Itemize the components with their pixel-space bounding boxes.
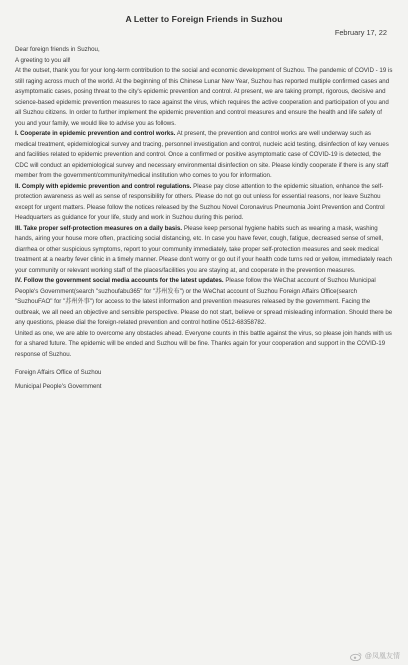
section-2: [15, 182, 393, 224]
section-4-heading: IV. Follow the government social media accounts for the latest updates.: [15, 277, 224, 284]
signature: [15, 366, 393, 394]
section-1-text: At present, the prevention and control works are well underway such as medical treatment, epidemiological survey and tracing, personnel investigation and control, nucleic acid testing, disinfection of key venues and facilities related to epidemic prevention and control. Once a confirmed or positive asymptomatic case of COVID-19 is detected, the CDC will conduct an epidemiological survey and necessary environmental disinfection on site. Please kindly cooperate if there is any staff member from the government/community/medical institution who comes to you for information.: [15, 130, 389, 179]
section-4-text: Please follow the WeChat account of Suzhou Municipal People's Government(search "suzhoufabu365" for "苏州发布") or the WeChat account of Suzhou Foreign Affairs Office(search "SuzhouFAO" for "苏州外事") for access to the latest information and prevention measures released by the government. Facing the outbreak, we all need an objective and sensible perspective. Please do not start, believe or spread misleading information. Should there be any questions, please dial the foreign-related prevention and control hotline 0512-68358782.: [15, 277, 393, 326]
letter-body: [15, 45, 393, 360]
section-1-heading: I. Cooperate in epidemic prevention and control works.: [15, 130, 176, 137]
section-2-text: Please pay close attention to the epidemic situation, enhance the self-protection awareness as well as sense of responsibility for others. Please do not go out unless for essential reasons, nor leave Suzhou except for urgent matters. Please follow the notices released by the Suzhou Novel Coronavirus Pneumonia Joint Prevention and Control Headquarters as guidance for your life, study and work in Suzhou during this period.: [15, 182, 385, 221]
letter-title: A Letter to Foreign Friends in Suzhou: [125, 14, 283, 24]
salutation: Dear foreign friends in Suzhou,: [15, 46, 100, 53]
section-2-heading: II. Comply with epidemic prevention and control regulations.: [15, 182, 192, 190]
section-4: [15, 276, 393, 329]
weibo-watermark: [350, 651, 400, 661]
signature-line-2: Municipal People's Government: [15, 383, 102, 390]
greeting: A greeting to you all!: [15, 56, 71, 64]
closing-paragraph: United as one, we are able to overcome any obstacles ahead. Everyone counts in this battle against the virus, so please join hands with us for a shared future. The epidemic will be ended and Suzhou will be fine. Thanks again for your cooperation and support in the COVID-19 response of Suzhou.: [15, 329, 392, 358]
signature-line-1: Foreign Affairs Office of Suzhou: [15, 369, 102, 376]
weibo-icon: [350, 652, 362, 661]
watermark-text: @凤凰友情: [364, 653, 400, 660]
intro-paragraph: At the outset, thank you for your long-term contribution to the social and economic development of Suzhou. The pandemic of COVID - 19 is still raging across much of the world. At the beginning of this Chinese Lunar New Year, Suzhou has reported multiple confirmed cases and asymptomatic cases, posing threat to the city's epidemic prevention and control. At present, we are taking prompt, rigorous, decisive and science-based epidemic prevention measures to race against the virus, which requires the active cooperation and participation of you and all Suzhou citizens. In order to further implement the epidemic prevention and control measures and ensure the health and life safety of you and your family, we would like to advise you as follows.: [15, 67, 393, 127]
section-3-heading: III. Take proper self-protection measures on a daily basis.: [15, 224, 183, 232]
section-1: [15, 129, 393, 182]
section-3-text: Please keep personal hygiene habits such as wearing a mask, washing hands, airing your house more often, practicing social distancing, etc. In case you have fever, cough, fatigue, decreased sense of smell, diarrhea or other suspicious symptoms, report to your community immediately, take proper self-protection measures and seek medical treatment at a nearby fever clinic in a timely manner. Please don't worry or go out if your health code turns red or yellow, immediately reach your community or relevant working staff of the places/facilities you are staying at, and cooperate in the prevention measures.: [15, 224, 392, 274]
section-3: [15, 224, 393, 277]
letter-date: February 17, 22: [334, 28, 387, 37]
